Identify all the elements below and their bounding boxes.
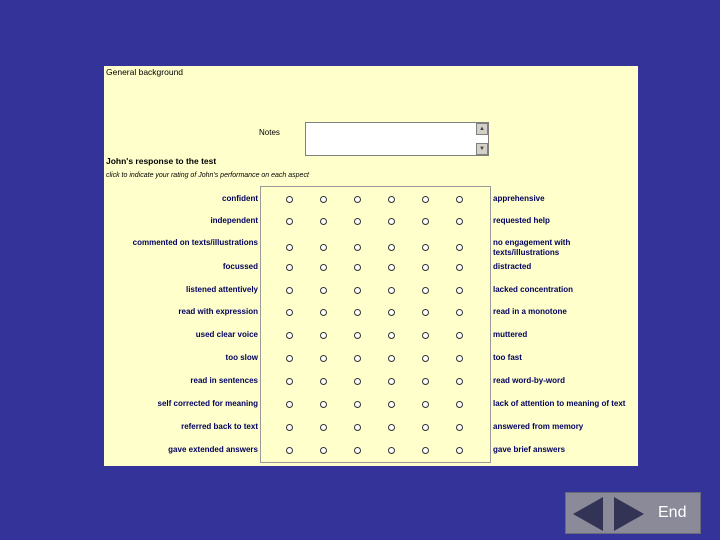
rating-radio-3[interactable] (354, 447, 361, 454)
rating-radio-4[interactable] (388, 244, 395, 251)
rating-row (104, 238, 638, 260)
rating-radio-6[interactable] (456, 378, 463, 385)
rating-radio-6[interactable] (456, 447, 463, 454)
rating-radio-5[interactable] (422, 401, 429, 408)
rating-radio-5[interactable] (422, 287, 429, 294)
rating-left-label: read with expression (178, 307, 258, 316)
rating-instruction: click to indicate your rating of John's performance on each aspect (106, 172, 309, 179)
rating-row (104, 262, 638, 284)
rating-radio-1[interactable] (286, 424, 293, 431)
rating-row (104, 330, 638, 352)
rating-form (104, 66, 638, 466)
rating-radio-2[interactable] (320, 196, 327, 203)
rating-radio-3[interactable] (354, 244, 361, 251)
rating-radio-4[interactable] (388, 447, 395, 454)
rating-radio-2[interactable] (320, 218, 327, 225)
rating-right-label: distracted (493, 262, 532, 271)
rating-radio-5[interactable] (422, 332, 429, 339)
rating-radio-1[interactable] (286, 196, 293, 203)
rating-radio-3[interactable] (354, 264, 361, 271)
rating-radio-1[interactable] (286, 378, 293, 385)
scroll-down-icon[interactable]: ▼ (476, 143, 488, 155)
rating-radio-4[interactable] (388, 287, 395, 294)
rating-left-label: too slow (225, 353, 258, 362)
rating-radio-5[interactable] (422, 218, 429, 225)
notes-input[interactable] (305, 122, 489, 156)
rating-radio-6[interactable] (456, 355, 463, 362)
rating-radio-5[interactable] (422, 378, 429, 385)
rating-radio-2[interactable] (320, 287, 327, 294)
rating-radio-1[interactable] (286, 218, 293, 225)
rating-right-label: answered from memory (493, 422, 584, 431)
rating-radio-6[interactable] (456, 309, 463, 316)
rating-right-label: too fast (493, 353, 522, 362)
back-arrow-icon[interactable] (573, 497, 603, 531)
rating-left-label: commented on texts/illustrations (132, 238, 258, 247)
general-background-title: General background (106, 67, 184, 77)
rating-radio-2[interactable] (320, 309, 327, 316)
rating-right-label: apprehensive (493, 194, 545, 203)
rating-right-label: read in a monotone (493, 307, 567, 316)
rating-radio-2[interactable] (320, 244, 327, 251)
forward-arrow-icon[interactable] (614, 497, 644, 531)
rating-radio-4[interactable] (388, 401, 395, 408)
response-title: John's response to the test (106, 156, 217, 166)
rating-radio-3[interactable] (354, 287, 361, 294)
rating-radio-4[interactable] (388, 355, 395, 362)
rating-right-label: no engagement with texts/illustrations (493, 238, 571, 257)
rating-radio-3[interactable] (354, 355, 361, 362)
rating-left-label: focussed (222, 262, 258, 271)
rating-left-label: self corrected for meaning (157, 399, 258, 408)
end-button[interactable]: End (658, 504, 687, 521)
rating-row (104, 399, 638, 421)
rating-right-label: muttered (493, 330, 528, 339)
rating-radio-6[interactable] (456, 196, 463, 203)
rating-radio-4[interactable] (388, 309, 395, 316)
rating-radio-3[interactable] (354, 424, 361, 431)
rating-radio-1[interactable] (286, 447, 293, 454)
rating-radio-4[interactable] (388, 332, 395, 339)
rating-radio-2[interactable] (320, 447, 327, 454)
rating-radio-2[interactable] (320, 332, 327, 339)
rating-radio-2[interactable] (320, 264, 327, 271)
rating-radio-5[interactable] (422, 447, 429, 454)
rating-radio-1[interactable] (286, 244, 293, 251)
rating-left-label: independent (210, 216, 258, 225)
rating-radio-2[interactable] (320, 355, 327, 362)
scroll-up-icon[interactable]: ▲ (476, 123, 488, 135)
rating-row (104, 376, 638, 398)
rating-radio-1[interactable] (286, 332, 293, 339)
rating-radio-3[interactable] (354, 332, 361, 339)
rating-radio-4[interactable] (388, 424, 395, 431)
rating-radio-1[interactable] (286, 355, 293, 362)
rating-left-label: referred back to text (181, 422, 258, 431)
rating-left-label: gave extended answers (168, 445, 258, 454)
rating-row (104, 216, 638, 238)
rating-radio-2[interactable] (320, 424, 327, 431)
rating-radio-5[interactable] (422, 244, 429, 251)
rating-right-label: lacked concentration (493, 285, 574, 294)
rating-radio-4[interactable] (388, 218, 395, 225)
notes-label: Notes (259, 128, 280, 137)
rating-radio-3[interactable] (354, 309, 361, 316)
rating-radio-5[interactable] (422, 196, 429, 203)
rating-radio-3[interactable] (354, 378, 361, 385)
rating-radio-6[interactable] (456, 244, 463, 251)
rating-left-label: confident (222, 194, 258, 203)
rating-row (104, 445, 638, 467)
rating-radio-5[interactable] (422, 355, 429, 362)
rating-row (104, 285, 638, 307)
rating-row (104, 422, 638, 444)
rating-radio-5[interactable] (422, 424, 429, 431)
navigation-bar (565, 492, 701, 534)
rating-radio-3[interactable] (354, 218, 361, 225)
rating-radio-6[interactable] (456, 332, 463, 339)
rating-right-label: read word-by-word (493, 376, 566, 385)
rating-radio-1[interactable] (286, 401, 293, 408)
rating-radio-5[interactable] (422, 264, 429, 271)
rating-radio-4[interactable] (388, 264, 395, 271)
rating-radio-5[interactable] (422, 309, 429, 316)
rating-radio-6[interactable] (456, 287, 463, 294)
rating-row (104, 194, 638, 216)
rating-radio-1[interactable] (286, 309, 293, 316)
rating-radio-3[interactable] (354, 401, 361, 408)
rating-left-label: listened attentively (185, 285, 258, 294)
rating-radio-4[interactable] (388, 196, 395, 203)
rating-row (104, 353, 638, 375)
rating-radio-6[interactable] (456, 424, 463, 431)
rating-radio-1[interactable] (286, 287, 293, 294)
rating-radio-3[interactable] (354, 196, 361, 203)
rating-radio-4[interactable] (388, 378, 395, 385)
rating-right-label: lack of attention to meaning of text (493, 399, 626, 408)
rating-radio-2[interactable] (320, 378, 327, 385)
rating-right-label: gave brief answers (493, 445, 566, 454)
rating-row (104, 307, 638, 329)
rating-radio-6[interactable] (456, 218, 463, 225)
rating-radio-2[interactable] (320, 401, 327, 408)
rating-radio-6[interactable] (456, 401, 463, 408)
rating-radio-1[interactable] (286, 264, 293, 271)
rating-right-label: requested help (493, 216, 550, 225)
rating-left-label: read in sentences (190, 376, 258, 385)
rating-left-label: used clear voice (195, 330, 258, 339)
rating-radio-6[interactable] (456, 264, 463, 271)
